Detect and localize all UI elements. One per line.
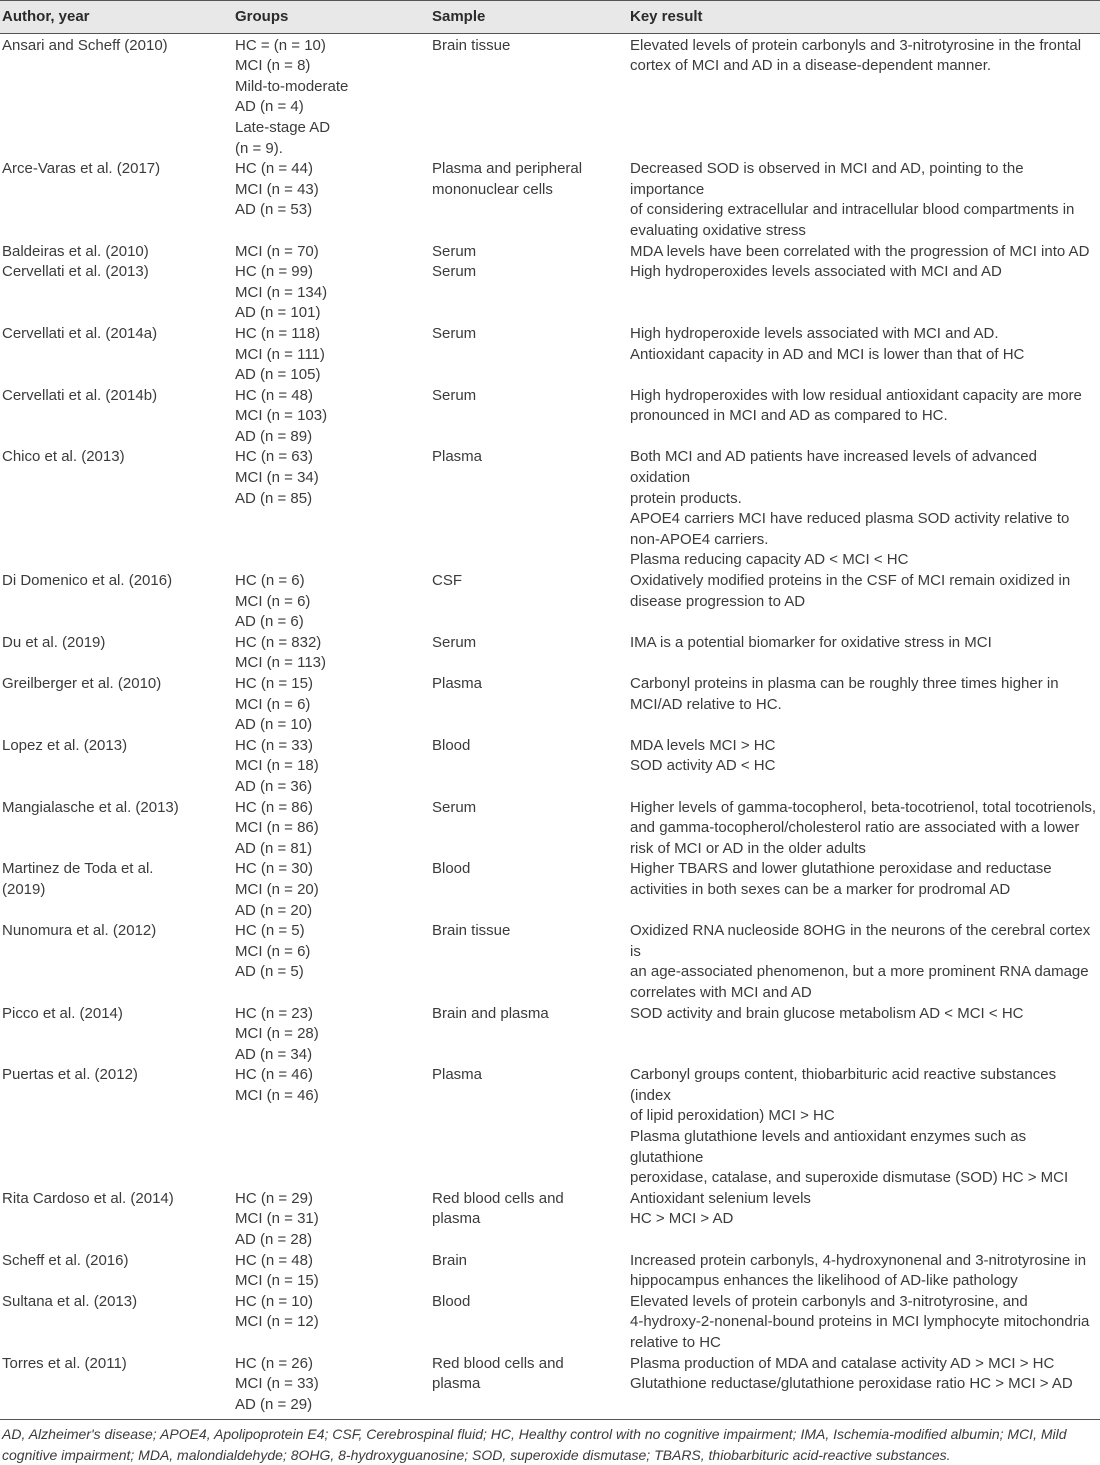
cell-key-result: Decreased SOD is observed in MCI and AD, pointing to the importance of considering extracellular and intracellular blood compartments in evaluating oxidative stress [630, 160, 1075, 239]
table-footnote: AD, Alzheimer's disease; APOE4, Apolipoprotein E4; CSF, Cerebrospinal fluid; HC, Healthy control with no cognitive impairment; IMA, Ischemia-modified albumin; MCI, Mild cognitive impairment; MDA, malondialdehyde; 8OHG, 8-hydroxyguanosine; SOD, superoxide dismutase; TBARS, thiobarbituric acid-reactive substances. [2, 1426, 1067, 1463]
cell-sample: Brain [432, 1251, 468, 1269]
cell-key-result: Antioxidant selenium levels HC > MCI > AD [630, 1189, 811, 1228]
cell-groups: HC (n = 10) MCI (n = 12) [235, 1292, 319, 1331]
cell-key-result: Elevated levels of protein carbonyls and 3-nitrotyrosine, and 4-hydroxy-2-nonenal-bound proteins in MCI lymphocyte mitochondria relative to HC [630, 1292, 1090, 1351]
cell-groups: HC = (n = 10) MCI (n = 8) Mild-to-moderate AD (n = 4) Late-stage AD (n = 9). [235, 36, 349, 157]
cell-groups: HC (n = 44) MCI (n = 43) AD (n = 53) [235, 160, 319, 219]
cell-author: Martinez de Toda et al. (2019) [2, 860, 154, 898]
cell-key-result: Higher levels of gamma-tocopherol, beta-tocotrienol, total tocotrienols, and gamma-tocopherol/cholesterol ratio are associated with a lower risk of MCI or AD in the older adults [630, 798, 1097, 857]
cell-groups: HC (n = 23) MCI (n = 28) AD (n = 34) [235, 1004, 319, 1063]
cell-sample: Serum [432, 263, 477, 281]
cell-groups: HC (n = 6) MCI (n = 6) AD (n = 6) [235, 572, 311, 631]
cell-author: Chico et al. (2013) [2, 448, 125, 466]
table-row [0, 1354, 1100, 1416]
cell-sample: CSF [432, 572, 462, 590]
cell-key-result: IMA is a potential biomarker for oxidative stress in MCI [630, 633, 992, 651]
cell-author: Lopez et al. (2013) [2, 736, 128, 754]
cell-key-result: MDA levels have been correlated with the progression of MCI into AD [630, 242, 1090, 260]
cell-groups: HC (n = 99) MCI (n = 134) AD (n = 101) [235, 263, 328, 322]
cell-groups: HC (n = 33) MCI (n = 18) AD (n = 36) [235, 736, 319, 795]
table-row [0, 1004, 1100, 1066]
cell-key-result: Oxidatively modified proteins in the CSF of MCI remain oxidized in disease progression to AD [630, 572, 1071, 610]
table-row [0, 324, 1100, 386]
cell-sample: Blood [432, 860, 471, 878]
cell-author: Picco et al. (2014) [2, 1004, 123, 1022]
cell-key-result: SOD activity and brain glucose metabolism AD < MCI < HC [630, 1004, 1024, 1022]
table-row [0, 1065, 1100, 1189]
cell-key-result: Carbonyl proteins in plasma can be roughly three times higher in MCI/AD relative to HC. [630, 675, 1059, 713]
cell-key-result: High hydroperoxides levels associated with MCI and AD [630, 263, 1002, 281]
table-row [0, 1189, 1100, 1251]
cell-groups: HC (n = 63) MCI (n = 34) AD (n = 85) [235, 448, 319, 507]
table-row [0, 386, 1100, 448]
cell-sample: Plasma [432, 1066, 483, 1084]
cell-groups: HC (n = 30) MCI (n = 20) AD (n = 20) [235, 860, 319, 919]
header-row [0, 1, 1100, 33]
cell-groups: HC (n = 48) MCI (n = 103) AD (n = 89) [235, 386, 328, 445]
header-author: Author, year [2, 8, 90, 25]
cell-author: Di Domenico et al. (2016) [2, 572, 173, 590]
cell-author: Nunomura et al. (2012) [2, 922, 157, 940]
cell-author: Du et al. (2019) [2, 633, 106, 651]
cell-groups: HC (n = 5) MCI (n = 6) AD (n = 5) [235, 922, 311, 981]
header-key-result: Key result [630, 8, 703, 25]
cell-key-result: Higher TBARS and lower glutathione peroxidase and reductase activities in both sexes can be a marker for prodromal AD [630, 860, 1052, 898]
cell-author: Greilberger et al. (2010) [2, 675, 162, 692]
cell-sample: Brain tissue [432, 922, 511, 940]
cell-sample: Serum [432, 633, 477, 651]
cell-groups: HC (n = 46) MCI (n = 46) [235, 1066, 319, 1104]
cell-groups: MCI (n = 70) [235, 242, 319, 260]
cell-author: Cervellati et al. (2014b) [2, 386, 158, 404]
table-row [0, 159, 1100, 241]
cell-sample: Blood [432, 736, 471, 754]
cell-sample: Blood [432, 1292, 471, 1310]
table-row [0, 1292, 1100, 1354]
table-row [0, 859, 1100, 921]
cell-sample: Serum [432, 386, 477, 404]
table-row [0, 633, 1100, 674]
table-row [0, 36, 1100, 160]
table-row [0, 242, 1100, 263]
cell-key-result: MDA levels MCI > HC SOD activity AD < HC [630, 736, 776, 775]
cell-sample: Plasma and peripheral mononuclear cells [432, 160, 583, 198]
table-row [0, 571, 1100, 633]
cell-key-result: High hydroperoxides with low residual antioxidant capacity are more pronounced in MCI and AD as compared to HC. [630, 386, 1082, 425]
cell-groups: HC (n = 48) MCI (n = 15) [235, 1251, 319, 1290]
cell-groups: HC (n = 832) MCI (n = 113) [235, 633, 327, 672]
cell-sample: Red blood cells and plasma [432, 1354, 564, 1393]
cell-key-result: Plasma production of MDA and catalase activity AD > MCI > HC Glutathione reductase/glutathione peroxidase ratio HC > MCI > AD [630, 1354, 1073, 1393]
cell-author: Sultana et al. (2013) [2, 1292, 138, 1310]
cell-sample: Red blood cells and plasma [432, 1189, 564, 1228]
cell-author: Mangialasche et al. (2013) [2, 798, 179, 816]
cell-key-result: High hydroperoxide levels associated with MCI and AD. Antioxidant capacity in AD and MCI is lower than that of HC [630, 324, 1025, 363]
cell-key-result: Elevated levels of protein carbonyls and 3-nitrotyrosine in the frontal cortex of MCI and AD in a disease-dependent manner. [630, 36, 1082, 75]
table-row [0, 262, 1100, 324]
cell-author: Rita Cardoso et al. (2014) [2, 1189, 174, 1207]
header-sample: Sample [432, 8, 486, 25]
cell-groups: HC (n = 26) MCI (n = 33) AD (n = 29) [235, 1354, 319, 1413]
cell-sample: Serum [432, 242, 477, 260]
table-row [0, 921, 1100, 1003]
cell-groups: HC (n = 86) MCI (n = 86) AD (n = 81) [235, 798, 319, 857]
table-row [0, 798, 1100, 860]
cell-groups: HC (n = 15) MCI (n = 6) AD (n = 10) [235, 675, 313, 734]
cell-sample: Serum [432, 324, 477, 342]
cell-sample: Serum [432, 798, 477, 816]
cell-sample: Plasma [432, 448, 483, 466]
cell-author: Cervellati et al. (2014a) [2, 324, 158, 342]
cell-sample: Brain and plasma [432, 1004, 549, 1022]
cell-author: Puertas et al. (2012) [2, 1066, 138, 1084]
cell-author: Cervellati et al. (2013) [2, 263, 149, 281]
cell-key-result: Both MCI and AD patients have increased levels of advanced oxidation protein products. APOE4 carriers MCI have reduced plasma SOD activity relative to non-APOE4 carriers. Plasma reducing capacity AD < MCI < HC [630, 448, 1070, 569]
cell-key-result: Carbonyl groups content, thiobarbituric acid reactive substances (index of lipid peroxidation) MCI > HC Plasma glutathione levels and antioxidant enzymes such as glutathione peroxidase, catalase, and superoxide dismutase (SOD) HC > MCI [630, 1066, 1069, 1187]
cell-key-result: Increased protein carbonyls, 4-hydroxynonenal and 3-nitrotyrosine in hippocampus enhances the likelihood of AD-like pathology [630, 1251, 1087, 1290]
cell-groups: HC (n = 29) MCI (n = 31) AD (n = 28) [235, 1189, 319, 1249]
table-row [0, 674, 1100, 736]
cell-key-result: Oxidized RNA nucleoside 8OHG in the neurons of the cerebral cortex is an age-associated phenomenon, but a more prominent RNA damage correlates with MCI and AD [630, 922, 1091, 1001]
cell-sample: Brain tissue [432, 36, 511, 54]
table-row [0, 447, 1100, 571]
table-row [0, 1251, 1100, 1292]
table-body [0, 34, 1100, 1420]
cell-author: Scheff et al. (2016) [2, 1251, 129, 1269]
cell-author: Ansari and Scheff (2010) [2, 36, 168, 54]
table-row [0, 736, 1100, 798]
cell-groups: HC (n = 118) MCI (n = 111) AD (n = 105) [235, 324, 325, 384]
cell-author: Torres et al. (2011) [2, 1354, 127, 1372]
cell-sample: Plasma [432, 675, 483, 692]
header-groups: Groups [235, 8, 289, 25]
cell-author: Baldeiras et al. (2010) [2, 242, 149, 260]
cell-author: Arce-Varas et al. (2017) [2, 160, 161, 178]
